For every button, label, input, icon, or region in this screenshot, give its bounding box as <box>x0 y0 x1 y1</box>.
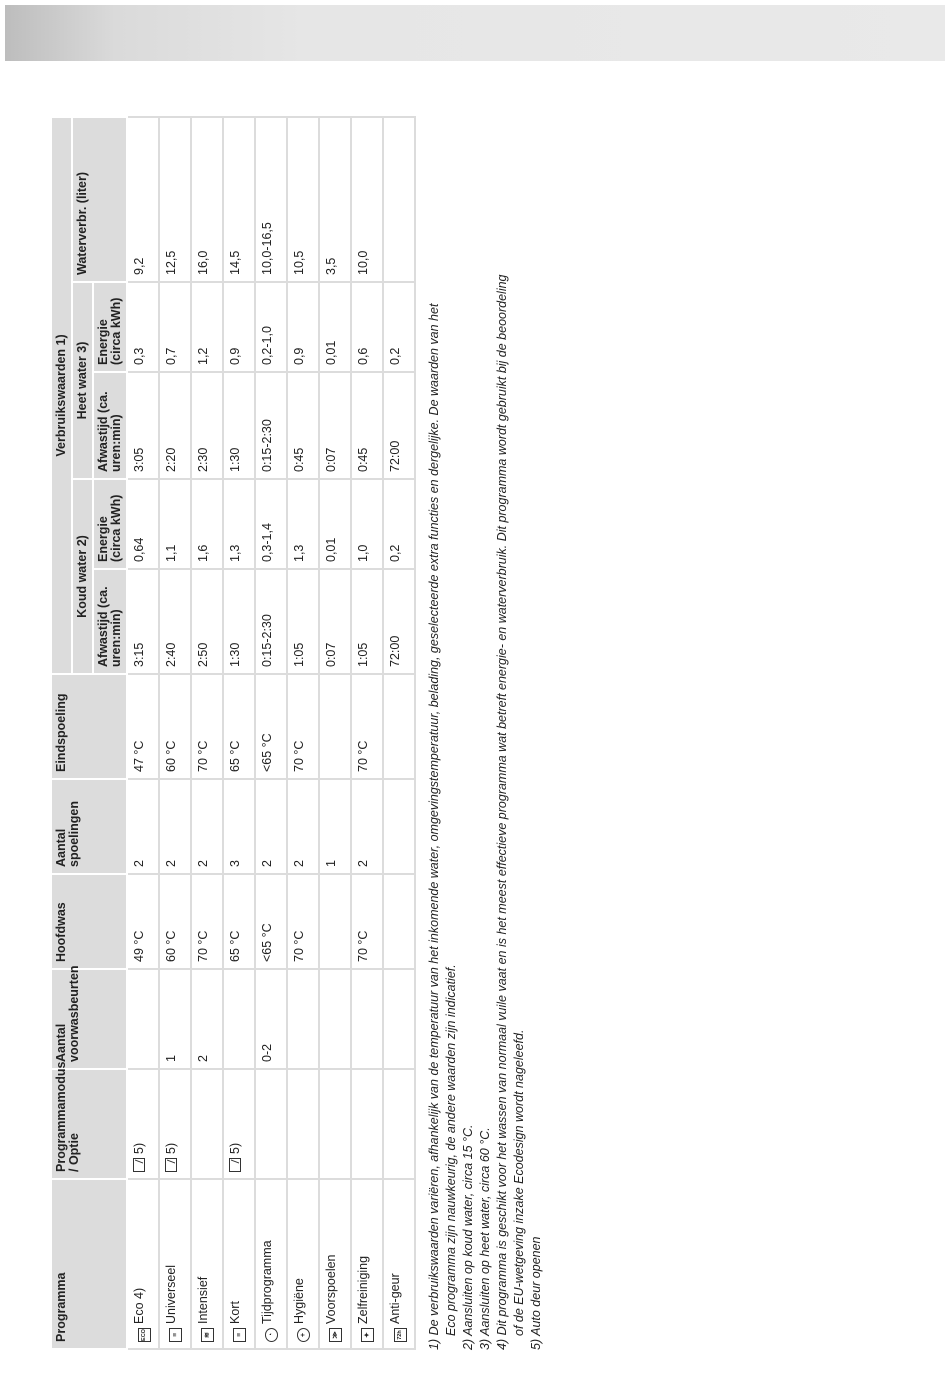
cell-voorwas: 1 <box>159 969 191 1069</box>
cell-hoofdwas: 60 °C <box>159 874 191 969</box>
cell-modus <box>383 1069 415 1179</box>
cell-spoelingen: 3 <box>223 779 255 874</box>
table-row <box>223 117 255 1349</box>
cell-hoofdwas: <65 °C <box>255 874 287 969</box>
modus-note: 5) <box>164 1142 178 1154</box>
cell-heet-tijd: 1:30 <box>223 372 255 479</box>
header-koud-afwastijd: Afwastijd (ca. uren:min) <box>93 569 127 674</box>
table-row <box>351 117 383 1349</box>
modus-note: 5) <box>228 1142 242 1154</box>
cell-hoofdwas: 49 °C <box>127 874 159 969</box>
cell-programma <box>159 1179 191 1349</box>
cell-voorwas <box>319 969 351 1069</box>
footnote-3: 3) Aansluiten op heet water, circa 60 °C. <box>478 1127 492 1350</box>
cell-heet-tijd: 0:07 <box>319 372 351 479</box>
footnote-5: 5) Auto deur openen <box>529 1236 543 1350</box>
footnote-4: 4) Dit programma is geschikt voor het wassen van normaal vuile vaat en is het meest effectieve programma wat betreft energie- en waterverbruik. Dit programma wordt gebruikt bij de beoordeling <box>495 274 509 1350</box>
cell-koud-energie: 1,6 <box>191 479 223 569</box>
cell-voorwas <box>223 969 255 1069</box>
cell-koud-tijd: 2:50 <box>191 569 223 674</box>
cell-voorwas: 2 <box>191 969 223 1069</box>
cell-modus <box>255 1069 287 1179</box>
cell-heet-tijd: 0:45 <box>351 372 383 479</box>
intensief-icon: ≋ <box>201 1328 214 1342</box>
cell-water: 14,5 <box>223 117 255 282</box>
program-name: Universeel <box>164 1264 178 1324</box>
cell-spoelingen: 2 <box>127 779 159 874</box>
header-voorwas: Aantal voorwasbeurten <box>51 969 127 1069</box>
rotated-page-content <box>50 50 570 1350</box>
table-row <box>287 117 319 1349</box>
header-programma: Programma <box>51 1179 127 1349</box>
cell-heet-tijd: 3:05 <box>127 372 159 479</box>
auto-door-open-icon <box>133 1158 145 1172</box>
cell-koud-energie: 1,3 <box>287 479 319 569</box>
cell-hoofdwas: 70 °C <box>351 874 383 969</box>
header-eindspoeling: Eindspoeling <box>51 674 127 779</box>
footnote-1-cont: Eco programma zijn nauwkeurig, de andere waarden zijn indicatief. <box>444 964 458 1336</box>
universeel-icon: ≡ <box>169 1328 182 1342</box>
cell-heet-tijd: 2:20 <box>159 372 191 479</box>
program-name: Kort <box>228 1301 242 1324</box>
cell-water <box>383 117 415 282</box>
cell-hoofdwas: 70 °C <box>287 874 319 969</box>
zelfreiniging-icon: ✦ <box>361 1328 374 1342</box>
footnotes <box>426 50 545 1350</box>
cell-koud-energie: 1,0 <box>351 479 383 569</box>
header-spoelingen: Aantal spoelingen <box>51 779 127 874</box>
cell-voorwas <box>383 969 415 1069</box>
cell-eindspoeling <box>383 674 415 779</box>
cell-water: 10,5 <box>287 117 319 282</box>
cell-voorwas <box>127 969 159 1069</box>
cell-heet-energie: 0,9 <box>223 282 255 372</box>
cell-modus <box>191 1069 223 1179</box>
program-name: Eco 4) <box>132 1287 146 1324</box>
table-row <box>159 117 191 1349</box>
program-table <box>50 116 416 1350</box>
eco-icon: ECO <box>138 1328 151 1342</box>
cell-voorwas <box>287 969 319 1069</box>
cell-modus <box>287 1069 319 1179</box>
kort-icon: ≡ <box>233 1328 246 1342</box>
cell-modus <box>127 1069 159 1179</box>
cell-hoofdwas <box>319 874 351 969</box>
header-hoofdwas: Hoofdwas <box>51 874 127 969</box>
cell-heet-energie: 0,01 <box>319 282 351 372</box>
cell-water: 10,0 <box>351 117 383 282</box>
cell-water: 12,5 <box>159 117 191 282</box>
header-koud-energie: Energie (circa kWh) <box>93 479 127 569</box>
cell-water: 10,0-16,5 <box>255 117 287 282</box>
cell-heet-tijd: 72:00 <box>383 372 415 479</box>
cell-water: 3,5 <box>319 117 351 282</box>
header-waterverbr: Waterverbr. (liter) <box>72 117 127 282</box>
cell-modus <box>351 1069 383 1179</box>
cell-koud-energie: 1,3 <box>223 479 255 569</box>
cell-koud-tijd: 2:40 <box>159 569 191 674</box>
cell-koud-energie: 0,2 <box>383 479 415 569</box>
cell-hoofdwas: 65 °C <box>223 874 255 969</box>
table-row <box>191 117 223 1349</box>
cell-heet-energie: 0,2 <box>383 282 415 372</box>
voorspoelen-icon: ≫ <box>329 1328 342 1342</box>
cell-koud-tijd: 1:30 <box>223 569 255 674</box>
cell-heet-energie: 0,3 <box>127 282 159 372</box>
auto-door-open-icon <box>165 1158 177 1172</box>
program-name: Hygiëne <box>292 1278 306 1324</box>
footnote-1: 1) De verbruikswaarden variëren, afhankelijk van de temperatuur van het inkomende water, omgevingstemperatuur, belading, geselecteerde extra functies en dergelijke. De waarden van het <box>427 303 441 1350</box>
cell-programma <box>319 1179 351 1349</box>
cell-spoelingen: 2 <box>351 779 383 874</box>
table-row <box>127 117 159 1349</box>
cell-heet-tijd: 0:15-2:30 <box>255 372 287 479</box>
cell-eindspoeling: 70 °C <box>351 674 383 779</box>
cell-heet-energie: 0,6 <box>351 282 383 372</box>
cell-koud-tijd: 3:15 <box>127 569 159 674</box>
program-name: Anti-geur <box>388 1273 402 1324</box>
cell-heet-energie: 0,7 <box>159 282 191 372</box>
cell-heet-tijd: 2:30 <box>191 372 223 479</box>
cell-koud-energie: 1,1 <box>159 479 191 569</box>
tijdprogramma-icon: ◔ <box>265 1328 278 1342</box>
cell-spoelingen: 2 <box>191 779 223 874</box>
cell-spoelingen: 1 <box>319 779 351 874</box>
header-heet: Heet water 3) <box>72 282 93 479</box>
cell-modus <box>159 1069 191 1179</box>
cell-heet-energie: 0,2-1,0 <box>255 282 287 372</box>
cell-voorwas <box>351 969 383 1069</box>
cell-hoofdwas <box>383 874 415 969</box>
cell-spoelingen <box>383 779 415 874</box>
cell-programma <box>127 1179 159 1349</box>
cell-eindspoeling: 70 °C <box>287 674 319 779</box>
cell-voorwas: 0-2 <box>255 969 287 1069</box>
cell-programma <box>351 1179 383 1349</box>
table-row <box>383 117 415 1349</box>
header-heet-afwastijd: Afwastijd (ca. uren:min) <box>93 372 127 479</box>
cell-programma <box>223 1179 255 1349</box>
cell-koud-energie: 0,64 <box>127 479 159 569</box>
program-name: Voorspoelen <box>324 1254 338 1324</box>
cell-heet-energie: 1,2 <box>191 282 223 372</box>
hygiene-icon: + <box>297 1328 310 1342</box>
cell-koud-energie: 0,01 <box>319 479 351 569</box>
auto-door-open-icon <box>229 1158 241 1172</box>
program-name: Zelfreiniging <box>356 1255 370 1324</box>
cell-programma <box>191 1179 223 1349</box>
table-row <box>255 117 287 1349</box>
cell-programma <box>255 1179 287 1349</box>
cell-koud-tijd: 0:15-2:30 <box>255 569 287 674</box>
cell-programma <box>287 1179 319 1349</box>
footnote-2: 2) Aansluiten op koud water, circa 15 °C. <box>461 1124 475 1350</box>
cell-modus <box>223 1069 255 1179</box>
cell-heet-energie: 0,9 <box>287 282 319 372</box>
cell-programma <box>383 1179 415 1349</box>
cell-koud-tijd: 72:00 <box>383 569 415 674</box>
header-heet-energie: Energie (circa kWh) <box>93 282 127 372</box>
cell-modus <box>319 1069 351 1179</box>
cell-eindspoeling <box>319 674 351 779</box>
cell-hoofdwas: 70 °C <box>191 874 223 969</box>
footnote-4-cont: of de EU-wetgeving inzake Ecodesign wordt nageleefd. <box>512 1029 526 1336</box>
header-koud: Koud water 2) <box>72 479 93 674</box>
cell-water: 16,0 <box>191 117 223 282</box>
cell-spoelingen: 2 <box>159 779 191 874</box>
cell-koud-tijd: 1:05 <box>351 569 383 674</box>
cell-eindspoeling: 47 °C <box>127 674 159 779</box>
cell-spoelingen: 2 <box>287 779 319 874</box>
header-modus: Programmamodus / Optie <box>51 1069 127 1179</box>
cell-eindspoeling: 60 °C <box>159 674 191 779</box>
anti-geur-icon: 72h <box>394 1328 407 1342</box>
header-verbruik: Verbruikswaarden 1) <box>51 117 72 674</box>
cell-koud-tijd: 1:05 <box>287 569 319 674</box>
program-name: Tijdprogramma <box>260 1240 274 1324</box>
cell-eindspoeling: 70 °C <box>191 674 223 779</box>
table-row <box>319 117 351 1349</box>
cell-koud-tijd: 0:07 <box>319 569 351 674</box>
cell-eindspoeling: 65 °C <box>223 674 255 779</box>
cell-koud-energie: 0,3-1,4 <box>255 479 287 569</box>
cell-heet-tijd: 0:45 <box>287 372 319 479</box>
program-name: Intensief <box>196 1276 210 1324</box>
modus-note: 5) <box>132 1142 146 1154</box>
cell-spoelingen: 2 <box>255 779 287 874</box>
cell-water: 9,2 <box>127 117 159 282</box>
cell-eindspoeling: <65 °C <box>255 674 287 779</box>
